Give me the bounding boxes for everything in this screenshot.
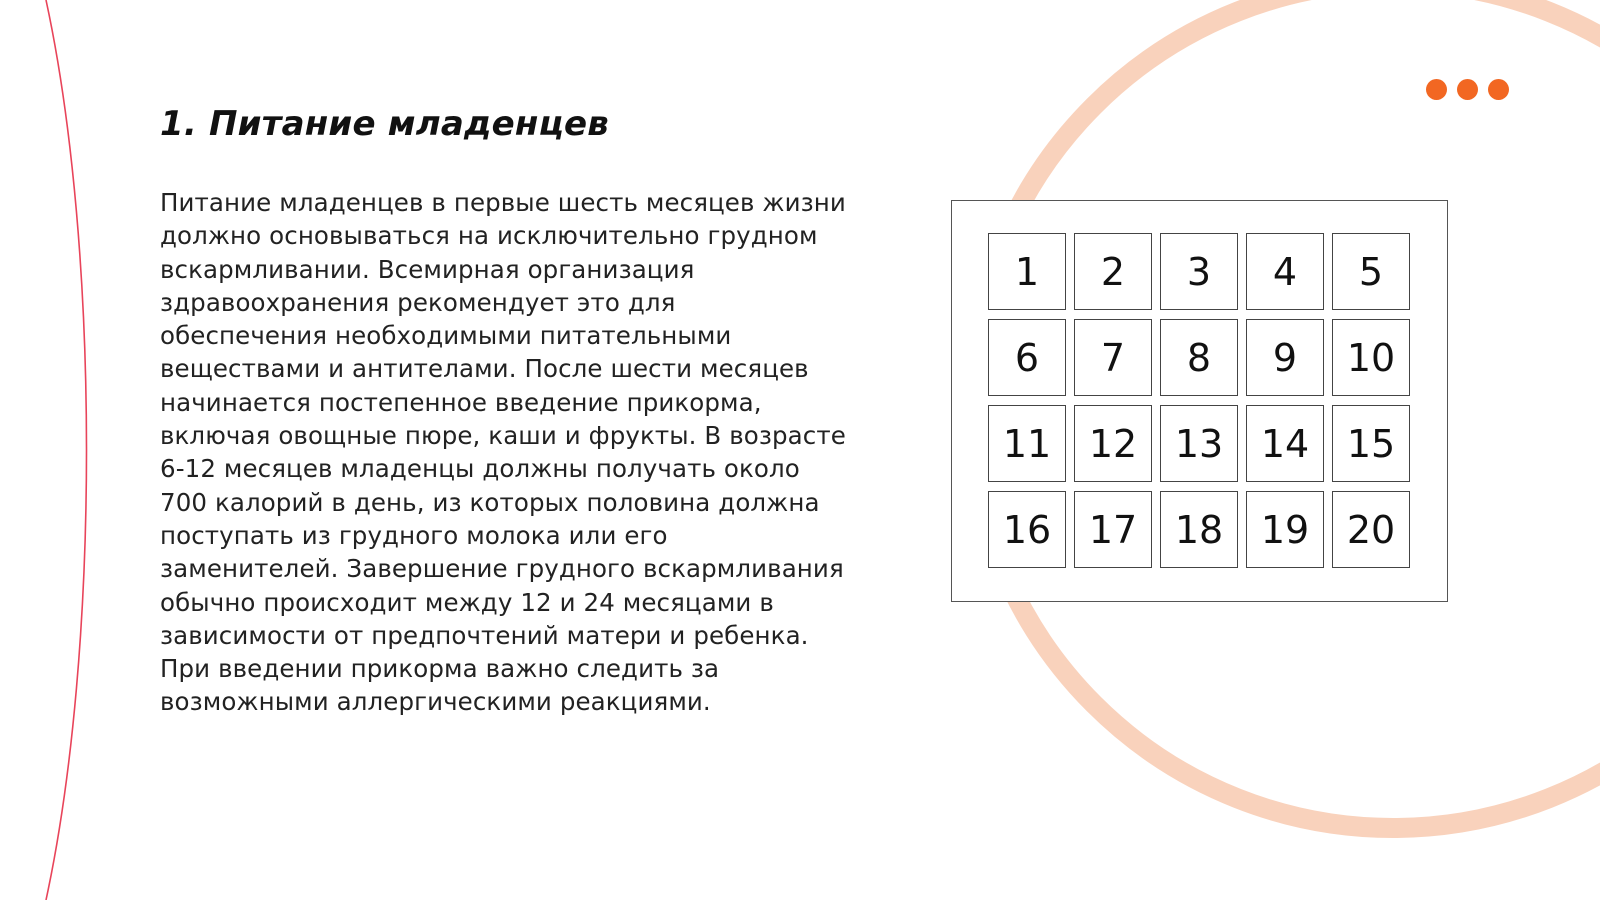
left-accent-curve	[46, 0, 87, 900]
number-cell: 3	[1160, 233, 1238, 310]
number-cell: 11	[988, 405, 1066, 482]
number-cell: 17	[1074, 491, 1152, 568]
number-cell: 10	[1332, 319, 1410, 396]
number-grid-card	[951, 200, 1448, 602]
number-cell: 2	[1074, 233, 1152, 310]
number-cell: 12	[1074, 405, 1152, 482]
number-cell: 13	[1160, 405, 1238, 482]
slide-body-text: Питание младенцев в первые шесть месяцев жизни должно основываться на исключительно грудном вскармливании. Всемирная организация здравоохранения рекомендует это для обеспечения необходимыми питательными веществами и антителами. После шести месяцев начинается постепенное введение прикорма, включая овощные пюре, каши и фрукты. В возрасте 6-12 месяцев младенцы должны получать около 700 калорий в день, из которых половина должна поступать из грудного молока или его заменителей. Завершение грудного вскармливания обычно происходит между 12 и 24 месяцами в зависимости от предпочтений матери и ребенка. При введении прикорма важно следить за возможными аллергическими реакциями.	[160, 188, 846, 717]
number-grid	[988, 233, 1410, 568]
number-cell: 14	[1246, 405, 1324, 482]
slide-title: 1. Питание младенцев	[160, 104, 609, 144]
number-cell: 5	[1332, 233, 1410, 310]
dot-icon	[1457, 79, 1478, 100]
number-cell: 4	[1246, 233, 1324, 310]
number-cell: 1	[988, 233, 1066, 310]
dot-icon	[1426, 79, 1447, 100]
number-cell: 20	[1332, 491, 1410, 568]
number-cell: 18	[1160, 491, 1238, 568]
number-cell: 9	[1246, 319, 1324, 396]
number-cell: 7	[1074, 319, 1152, 396]
number-cell: 15	[1332, 405, 1410, 482]
dot-icon	[1488, 79, 1509, 100]
number-cell: 6	[988, 319, 1066, 396]
number-cell: 16	[988, 491, 1066, 568]
three-dots-icon[interactable]	[1426, 79, 1509, 100]
number-cell: 8	[1160, 319, 1238, 396]
number-cell: 19	[1246, 491, 1324, 568]
